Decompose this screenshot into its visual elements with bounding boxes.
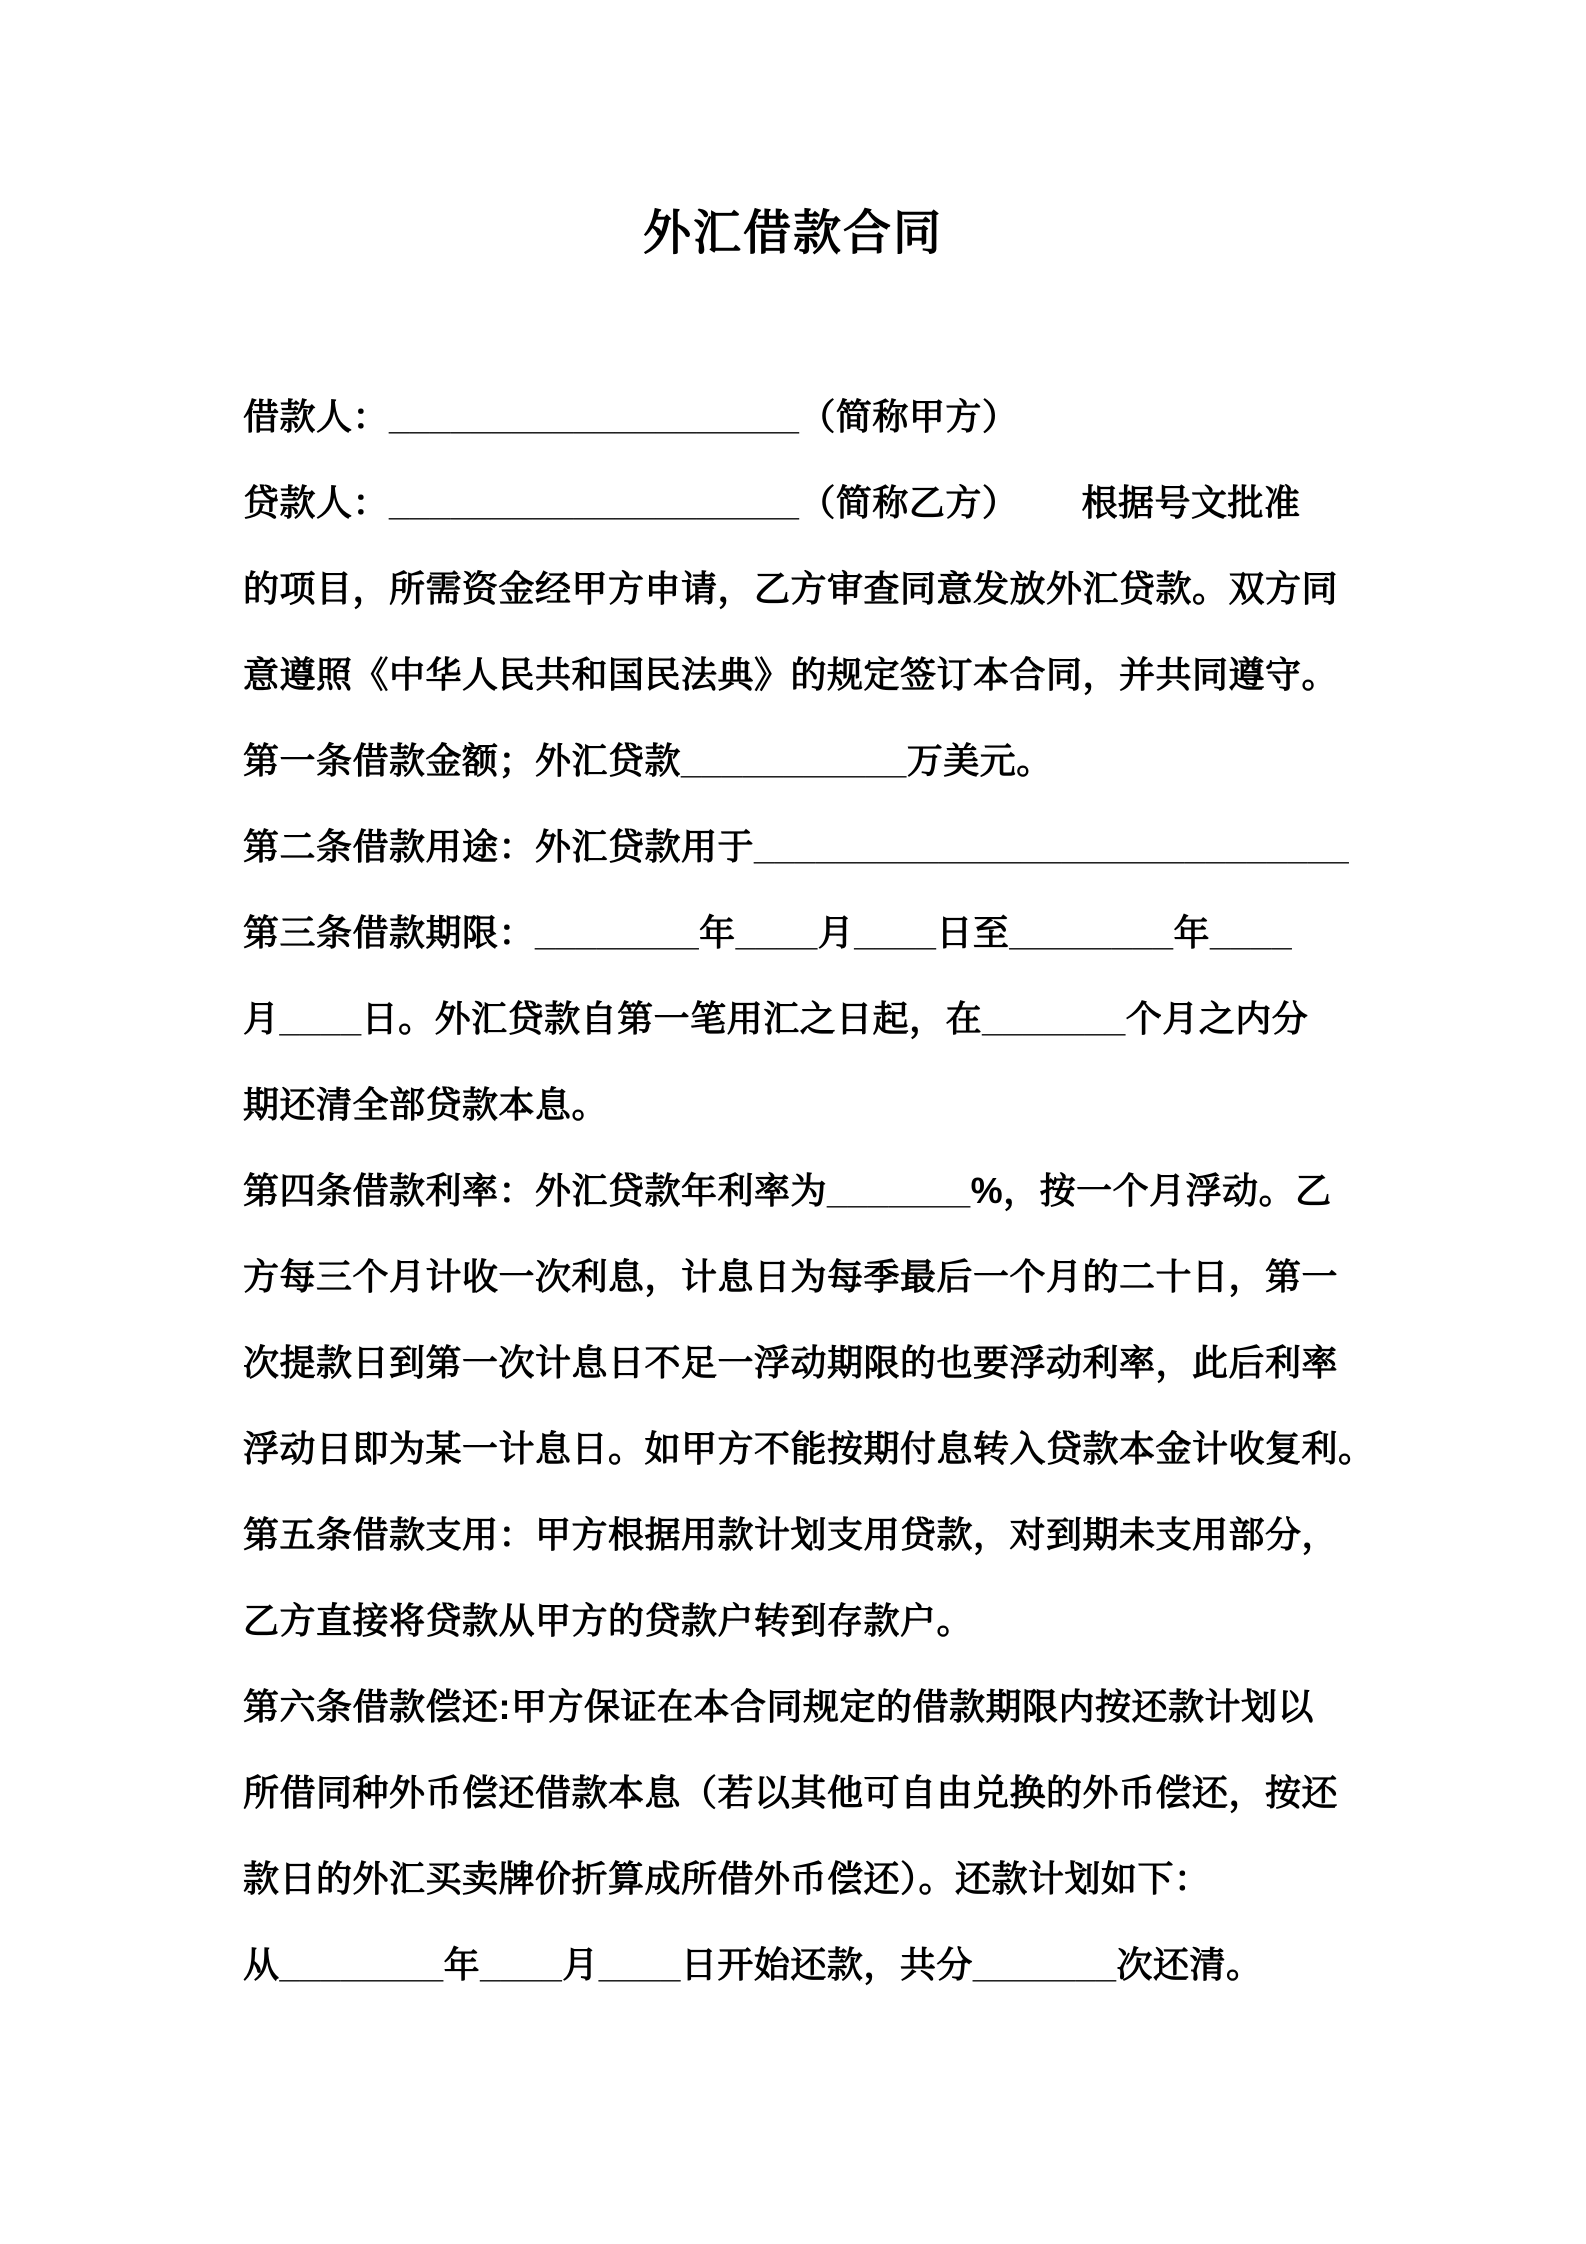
- document-line-13: 浮动日即为某一计息日。如甲方不能按期付息转入贷款本金计收复利。: [243, 1428, 1375, 1469]
- document-line-5: 第一条借款金额；外汇贷款___________万美元。: [243, 740, 1053, 781]
- document-line-8: 月____日。外汇贷款自第一笔用汇之日起，在_______个月之内分: [243, 998, 1309, 1039]
- document-line-14: 第五条借款支用：甲方根据用款计划支用贷款，对到期未支用部分，: [243, 1514, 1339, 1555]
- document-line-10: 第四条借款利率：外汇贷款年利率为_______%，按一个月浮动。乙: [243, 1170, 1332, 1211]
- document-line-18: 款日的外汇买卖牌价折算成所借外币偿还）。还款计划如下：: [243, 1858, 1211, 1899]
- document-body: [0, 374, 1586, 2008]
- document-line-1: 借款人：____________________（简称甲方）: [243, 396, 1019, 437]
- document-line-16: 第六条借款偿还:甲方保证在本合同规定的借款期限内按还款计划以: [243, 1686, 1314, 1727]
- document-line-9: 期还清全部贷款本息。: [243, 1084, 609, 1125]
- document-line-17: 所借同种外币偿还借款本息（若以其他可自由兑换的外币偿还，按还: [243, 1772, 1339, 1813]
- document-line-15: 乙方直接将贷款从甲方的贷款户转到存款户。: [243, 1600, 974, 1641]
- document-line-6: 第二条借款用途：外汇贷款用于_____________________________: [243, 826, 1350, 867]
- document-line-4: 意遵照《中华人民共和国民法典》的规定签订本合同，并共同遵守。: [243, 654, 1339, 695]
- document-line-3: 的项目，所需资金经甲方申请，乙方审查同意发放外汇贷款。双方同: [243, 568, 1339, 609]
- document-title: 外汇借款合同: [642, 207, 943, 260]
- document-line-2: 贷款人：____________________（简称乙方） 根据号文批准: [243, 482, 1301, 523]
- document-line-7: 第三条借款期限：________年____月____日至________年____: [243, 912, 1293, 953]
- document-line-19: 从________年____月____日开始还款，共分_______次还清。: [243, 1944, 1263, 1985]
- document-line-12: 次提款日到第一次计息日不足一浮动期限的也要浮动利率，此后利率: [243, 1342, 1339, 1383]
- document-line-11: 方每三个月计收一次利息，计息日为每季最后一个月的二十日，第一: [243, 1256, 1339, 1297]
